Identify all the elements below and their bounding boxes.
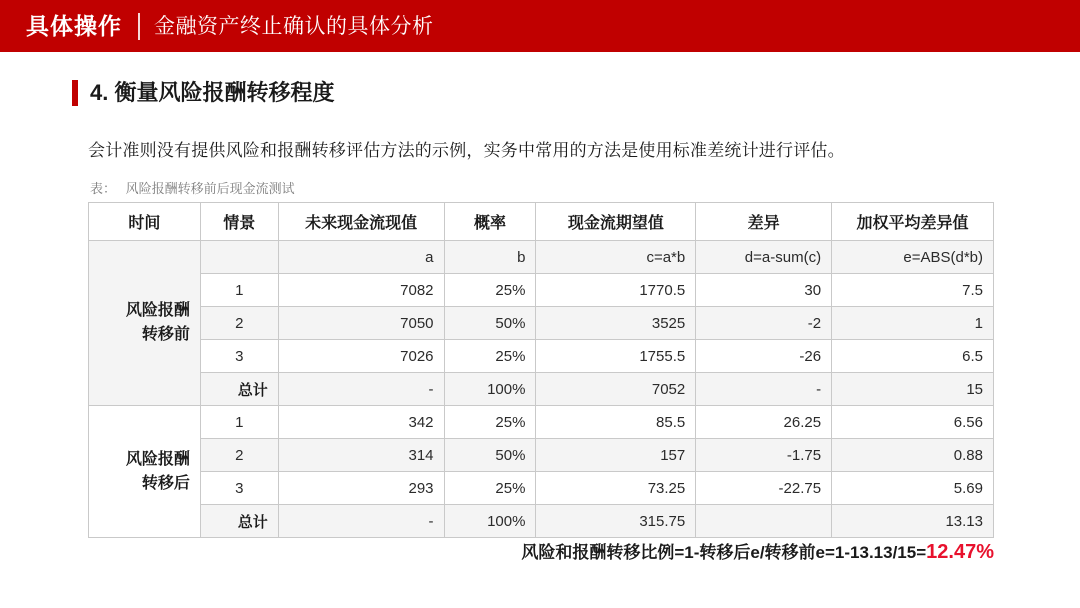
header-subtitle: 金融资产终止确认的具体分析 (154, 14, 434, 38)
table-row-formula (89, 241, 994, 274)
cell-diff: - (696, 373, 832, 406)
col-header-diff: 差异 (696, 203, 832, 241)
cell-weighted: 0.88 (832, 439, 994, 472)
section-accent-bar (72, 80, 78, 106)
formula-cell-expected: c=a*b (536, 241, 696, 274)
formula-cell-pv: a (278, 241, 444, 274)
col-header-scenario: 情景 (200, 203, 278, 241)
cell-diff: 26.25 (696, 406, 832, 439)
col-header-time: 时间 (89, 203, 201, 241)
table-caption-label: 表： (90, 181, 117, 196)
table-row (89, 274, 994, 307)
group-label-after: 风险报酬 转移后 (89, 406, 201, 538)
cell-prob: 25% (444, 472, 536, 505)
table-row (89, 439, 994, 472)
section-heading (72, 80, 334, 106)
table-row-total (89, 373, 994, 406)
cell-weighted: 6.5 (832, 340, 994, 373)
group-label-before: 风险报酬 转移前 (89, 241, 201, 406)
cell-expected: 315.75 (536, 505, 696, 538)
cell-weighted: 7.5 (832, 274, 994, 307)
cell-weighted: 5.69 (832, 472, 994, 505)
cell-pv: - (278, 373, 444, 406)
footer-formula (521, 538, 994, 564)
page-title: 4. 衡量风险报酬转移程度 (90, 80, 335, 105)
formula-cell-prob: b (444, 241, 536, 274)
cell-prob: 50% (444, 439, 536, 472)
cell-prob: 25% (444, 274, 536, 307)
cashflow-table (88, 202, 994, 538)
cell-pv: 7026 (278, 340, 444, 373)
header-title: 具体操作 (26, 12, 122, 39)
lead-paragraph: 会计准则没有提供风险和报酬转移评估方法的示例，实务中常用的方法是使用标准差统计进行评估。 (88, 141, 845, 160)
table-row (89, 340, 994, 373)
table-row (89, 472, 994, 505)
cell-pv: - (278, 505, 444, 538)
table-caption (90, 178, 295, 197)
cell-prob: 25% (444, 340, 536, 373)
cell-scenario: 2 (200, 439, 278, 472)
cell-diff: -26 (696, 340, 832, 373)
cell-expected: 157 (536, 439, 696, 472)
cell-diff: -22.75 (696, 472, 832, 505)
cell-weighted: 1 (832, 307, 994, 340)
cell-weighted: 6.56 (832, 406, 994, 439)
cell-scenario: 2 (200, 307, 278, 340)
cell-weighted: 13.13 (832, 505, 994, 538)
cell-expected: 1755.5 (536, 340, 696, 373)
col-header-pv: 未来现金流现值 (278, 203, 444, 241)
formula-cell-diff: d=a-sum(c) (696, 241, 832, 274)
table-row (89, 406, 994, 439)
cell-expected: 73.25 (536, 472, 696, 505)
cell-scenario: 3 (200, 472, 278, 505)
col-header-probability: 概率 (444, 203, 536, 241)
cell-scenario: 1 (200, 274, 278, 307)
cell-diff (696, 505, 832, 538)
cell-prob: 100% (444, 505, 536, 538)
header-divider (138, 13, 140, 40)
cell-pv: 7082 (278, 274, 444, 307)
cell-prob: 100% (444, 373, 536, 406)
cell-scenario: 1 (200, 406, 278, 439)
table-caption-text: 风险报酬转移前后现金流测试 (125, 181, 295, 196)
cell-pv: 7050 (278, 307, 444, 340)
cell-scenario: 3 (200, 340, 278, 373)
cell-prob: 25% (444, 406, 536, 439)
slide-header (0, 0, 1080, 52)
cell-expected: 85.5 (536, 406, 696, 439)
cell-prob: 50% (444, 307, 536, 340)
table-row-total (89, 505, 994, 538)
formula-cell-weighted: e=ABS(d*b) (832, 241, 994, 274)
cell-total-label: 总计 (200, 373, 278, 406)
cell-pv: 314 (278, 439, 444, 472)
table-row (89, 307, 994, 340)
cell-expected: 1770.5 (536, 274, 696, 307)
footer-formula-text: 风险和报酬转移比例=1-转移后e/转移前e=1-13.13/15= (521, 543, 927, 562)
col-header-expected: 现金流期望值 (536, 203, 696, 241)
cashflow-table-wrapper (88, 202, 994, 538)
formula-cell-scenario (200, 241, 278, 274)
cell-diff: 30 (696, 274, 832, 307)
cell-total-label: 总计 (200, 505, 278, 538)
cell-weighted: 15 (832, 373, 994, 406)
table-header-row (89, 203, 994, 241)
cell-expected: 7052 (536, 373, 696, 406)
col-header-weighted-diff: 加权平均差异值 (832, 203, 994, 241)
cell-pv: 293 (278, 472, 444, 505)
cell-diff: -1.75 (696, 439, 832, 472)
footer-formula-result: 12.47% (926, 541, 994, 563)
cell-expected: 3525 (536, 307, 696, 340)
cell-diff: -2 (696, 307, 832, 340)
cell-pv: 342 (278, 406, 444, 439)
